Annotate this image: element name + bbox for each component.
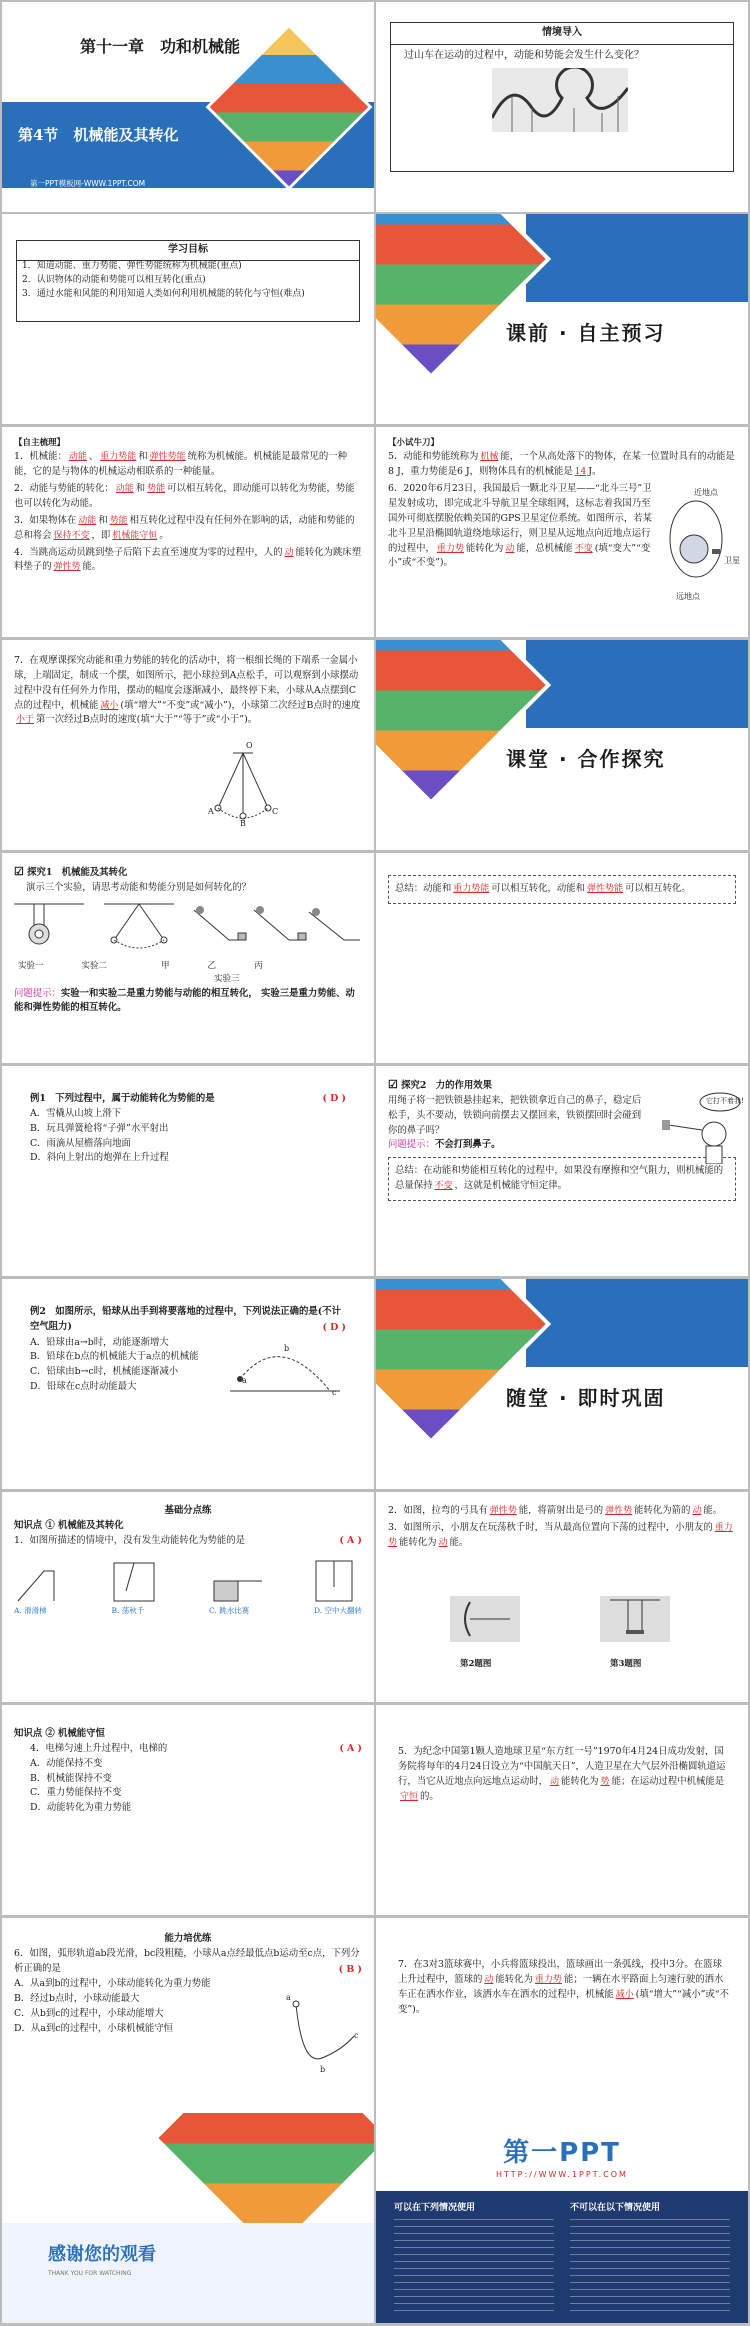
slide-example1: [2, 1066, 374, 1276]
option: B．玩具弹簧枪将“子弹”水平射出: [30, 1122, 169, 1134]
summary-box: 总结：在动能和势能相互转化的过程中，如果没有摩擦和空气阻力，则机械能的总量保持 不变 ，这就是机械能守恒定律。: [388, 1157, 736, 1201]
q4-text: 4．电梯匀速上升过程中，电梯的: [30, 1742, 168, 1754]
slide-basic3: [2, 1705, 374, 1915]
usage-forbidden-title: 不可以在以下情况使用: [570, 2203, 661, 2213]
tag-label: 【小试牛刀】: [388, 438, 440, 448]
summary-box: 总结：动能和 重力势能 可以相互转化，动能和 弹性势能 可以相互转化。: [388, 875, 736, 904]
hint-text: 不会打到鼻子。: [434, 1139, 501, 1151]
track-diagram: [292, 1996, 362, 2076]
slide-basic1: [2, 1492, 374, 1702]
example2-answer: ( D ): [322, 1321, 346, 1333]
banner-title: 随堂 · 即时巩固: [506, 1386, 666, 1410]
pendulum-a-label: A: [208, 807, 214, 816]
slide-thanks: [2, 2113, 374, 2323]
option: A．铅球由a→b时，动能逐渐增大: [30, 1336, 169, 1348]
thanks-title: 感谢您的观看: [48, 2244, 156, 2265]
banner-title: 课堂 · 合作探究: [506, 747, 666, 771]
chapter-title: 第十一章 功和机械能: [80, 37, 241, 56]
slide-goals: [2, 214, 374, 424]
slide-ppt-info: [376, 2113, 748, 2323]
option: D．从a到c的过程中，小球机械能守恒: [14, 2023, 173, 2035]
option: C．铅球由b→c时，机械能逐渐减小: [30, 1366, 179, 1378]
slide-banner-class: [376, 640, 748, 850]
hint-label: 问题提示：: [388, 1139, 435, 1151]
fig2-caption: 第2题图: [460, 1659, 492, 1669]
goal-item: 2．认识物体的动能和势能可以相互转化(重点): [22, 274, 206, 285]
experiment2-label: 实验二: [81, 960, 108, 971]
q6-answer: ( B ): [338, 1963, 362, 1975]
near-point-label: 近地点: [694, 488, 718, 497]
slide-banner-preview: [376, 214, 748, 424]
pendulum-diagram: [208, 748, 278, 828]
slide-advanced: [2, 1918, 374, 2128]
rollercoaster-image: [492, 68, 628, 132]
explore2-question: 用绳子将一把铁锁悬挂起来，把铁锁拿近自己的鼻子，稳定后松手，头不要动，铁锁向前摆去又摆回来，铁锁摆回时会碰到你的鼻子吗？: [388, 1094, 642, 1136]
label-a: a: [286, 1993, 291, 2002]
example1-answer: ( D ): [322, 1093, 346, 1104]
slide-basic2: 2．如图，拉弯的弓具有 弹性势 能，将箭射出是弓的 弹性势 能转化为箭的 动 能。 3．如图所示，小朋友在玩荡秋千时，当从最高位置向下荡的过程中，小朋友的 重力势 能转化为 动 能。 第2题图 第3题图: [376, 1492, 748, 1702]
label-yi: 乙: [207, 960, 217, 971]
speech-bubble: 它打不着我!: [706, 1097, 744, 1105]
scene-label: C. 跳水比赛: [208, 1605, 250, 1615]
advanced-title: 能力培优练: [164, 1933, 212, 1944]
slide-title: [2, 2, 374, 212]
option: A．雪橇从山坡上滑下: [30, 1107, 122, 1119]
option: D．铅球在c点时动能最大: [30, 1381, 137, 1393]
label-b: b: [320, 2065, 326, 2074]
label-bing: 丙: [254, 960, 263, 971]
slide-explore2: [376, 1066, 748, 1276]
option: C．雨滴从屋檐落向地面: [30, 1137, 131, 1149]
fig3-caption: 第3题图: [610, 1659, 642, 1669]
scene-label: A. 滑滑梯: [14, 1605, 47, 1615]
books-image: [376, 640, 551, 805]
example1-question: 例1 下列过程中，属于动能转化为势能的是: [30, 1093, 215, 1104]
satellite-label: 卫星: [724, 556, 740, 565]
basic-title: 基础分点练: [164, 1505, 212, 1516]
q4-answer: ( A ): [339, 1742, 362, 1754]
option: A．动能保持不变: [30, 1757, 103, 1769]
label-c: c: [354, 2031, 359, 2040]
label-jia: 甲: [161, 960, 170, 971]
option: C．重力势能保持不变: [30, 1787, 122, 1799]
q1-text: 1．如图所描述的情境中，没有发生动能转化为势能的是: [14, 1534, 245, 1546]
example2-question: 例2 如图所示，铅球从出手到将要落地的过程中，下列说法正确的是(不计空气阻力): [30, 1306, 341, 1332]
q1-answer: ( A ): [339, 1534, 362, 1546]
thanks-subtitle: THANK YOU FOR WATCHING: [48, 2270, 132, 2277]
option: B．经过b点时，小球动能最大: [14, 1993, 140, 2005]
slide-summary1: [376, 853, 748, 1063]
experiment3-label: 实验三: [214, 974, 240, 985]
knowledge-point: 知识点 ② 机械能守恒: [14, 1728, 105, 1739]
far-point-label: 远地点: [676, 592, 700, 601]
slide-practice: 【小试牛刀】 5．动能和势能统称为 机械 能，一个从高处落下的物体，在某一位置时具有的动能是8 J，重力势能是6 J，则物体具有的机械能是 14 J。 6．2020年6月23日，我国最后一颗北斗卫星——“北斗三号”卫星发射成功，即完成北斗导航卫星全球组网，这标志着我国乃至国外可彻底摆脱依赖美国的GPS卫星定位系统。如图所示，若某北斗卫星沿椭圆轨道绕地球运行，则卫星从远地点向近地点运行的过程中， 重力势 能转化为 动 能，总机械能 不变 (填“变大”“变小”或“不变”)。 近地点 卫星 远地点: [376, 427, 748, 637]
goals-title: 学习目标: [16, 240, 360, 261]
q6-text: 6．如图，弧形轨道ab段光滑，bc段粗糙，小球从a点经最低点b运动至c点，下列分析正确的是: [14, 1947, 360, 1974]
option: D．动能转化为重力势能: [30, 1802, 132, 1814]
explore2-title: ☑ 探究2 力的作用效果: [388, 1078, 493, 1091]
label-a: a: [242, 1376, 247, 1385]
section-title: 第4节 机械能及其转化: [18, 126, 179, 144]
intro-title: 情境导入: [390, 22, 734, 45]
goal-item: 3．通过水能和风能的利用知道人类如何利用机械能的转化与守恒(难点): [22, 288, 305, 299]
site-label: 第一PPT模板网-WWW.1PPT.COM: [30, 179, 146, 188]
scene-label: B. 荡秋千: [111, 1605, 145, 1615]
slide-explore1: [2, 853, 374, 1063]
experiment1-label: 实验一: [18, 960, 44, 971]
archery-image: [450, 1596, 520, 1642]
tag-label: 【自主梳理】: [14, 438, 66, 448]
ppt-url: HTTP://WWW.1PPT.COM: [496, 2170, 628, 2179]
slide-satellite: 5．为纪念中国第1颗人造地球卫星“东方红一号”1970年4月24日成功发射，国务院将每年的4月24日设立为“中国航天日”，人造卫星在大气层外沿椭圆轨道运行，当它从近地点向远地点运动时， 动 能转化为 势 能；在运动过程中机械能是守恒 的。: [376, 1705, 748, 1915]
slide-basketball: 7．在3对3篮球赛中，小兵将篮球投出，篮球画出一条弧线，投中3分。在篮球上升过程中，篮球的 动 能转化为 重力势 能；一辆在水平路面上匀速行驶的洒水车正在洒水作业，该洒水车在洒水的过程中，机械能 减小 (填“增大”“减小”或“不变”)。: [376, 1918, 748, 2128]
label-b: b: [284, 1344, 290, 1353]
option: A．从a到b的过程中，小球动能转化为重力势能: [14, 1978, 211, 1990]
slide-example2: [2, 1279, 374, 1489]
scene-label: D. 空中大翻转: [313, 1605, 362, 1615]
experiment-diagrams: [14, 900, 360, 960]
label-c: c: [332, 1388, 337, 1397]
orbit-diagram: [656, 487, 740, 587]
hint-text: 实验一和实验二是重力势能与动能的相互转化， 实验三是重力势能、动能和弹性势能的相互转化。: [14, 987, 355, 1014]
knowledge-point: 知识点 ① 机械能及其转化: [14, 1519, 124, 1531]
slide-intro: [376, 2, 748, 212]
swing-image: [600, 1596, 670, 1642]
hint-label: 问题提示：: [14, 987, 61, 999]
slide-review: 【自主梳理】 1．机械能： 动能 、 重力势能 和 弹性势能 统称为机械能。机械能是最常见的一种能，它的是与物体的机械运动相联系的一种能量。 2．动能与势能的转化： 动能 和 势能 可以相互转化，即动能可以转化为势能，势能也可以转化为动能。 3．如果物体在 动能 和 势能 相互转化过程中没有任何外在影响的话，动能和势能的总和将会 保持不变 ，即 机械能守恒 。 4．当跳高运动员跳到垫子后陷下去直至速度为零的过程中，人的 动 能转化为跳床塑料垫子的 弹性势 能。: [2, 427, 374, 637]
option: B．机械能保持不变: [30, 1772, 112, 1784]
scenes-image: [14, 1557, 362, 1605]
option: B．铅球在b点的机械能大于a点的机械能: [30, 1351, 199, 1363]
books-image: [376, 1279, 551, 1444]
option: C．从b到c的过程中，小球动能增大: [14, 2008, 164, 2020]
usage-allowed-title: 可以在下列情况使用: [394, 2203, 476, 2213]
pendulum-c-label: C: [272, 807, 279, 816]
pendulum-b-label: B: [240, 819, 246, 828]
goal-item: 1．知道动能、重力势能、弹性势能统称为机械能(重点): [22, 261, 242, 271]
slide-pendulum: 7．在观摩课探究动能和重力势能的转化的活动中，将一根细长绳的下端系一金属小球，上端固定，制成一个摆，如图所示，把小球拉到A点松手，可以观察到小球摆动过程中没有任何外力作用，摆动的幅度会逐渐减小，最终停下来，小球从A点摆到C点的过程中，机械能 减小 (填“增大”“不变”或“减小”)，小球第二次经过B点时的速度小于 第一次经过B点时的速度(填“大于”“等于”或“小于”)。 O A B C: [2, 640, 374, 850]
intro-question: 过山车在运动的过程中，动能和势能会发生什么变化？: [404, 50, 644, 61]
option: D．斜向上射出的炮弹在上升过程: [30, 1152, 169, 1164]
explore1-title: ☑ 探究1 机械能及其转化: [14, 865, 128, 878]
banner-title: 课前 · 自主预习: [506, 321, 666, 345]
slide-banner-review: [376, 1279, 748, 1489]
ppt-logo: 第一PPT: [503, 2138, 621, 2168]
pendulum-o-label: O: [246, 741, 253, 750]
explore1-question: 演示三个实验，请思考动能和势能分别是如何转化的？: [26, 881, 252, 893]
